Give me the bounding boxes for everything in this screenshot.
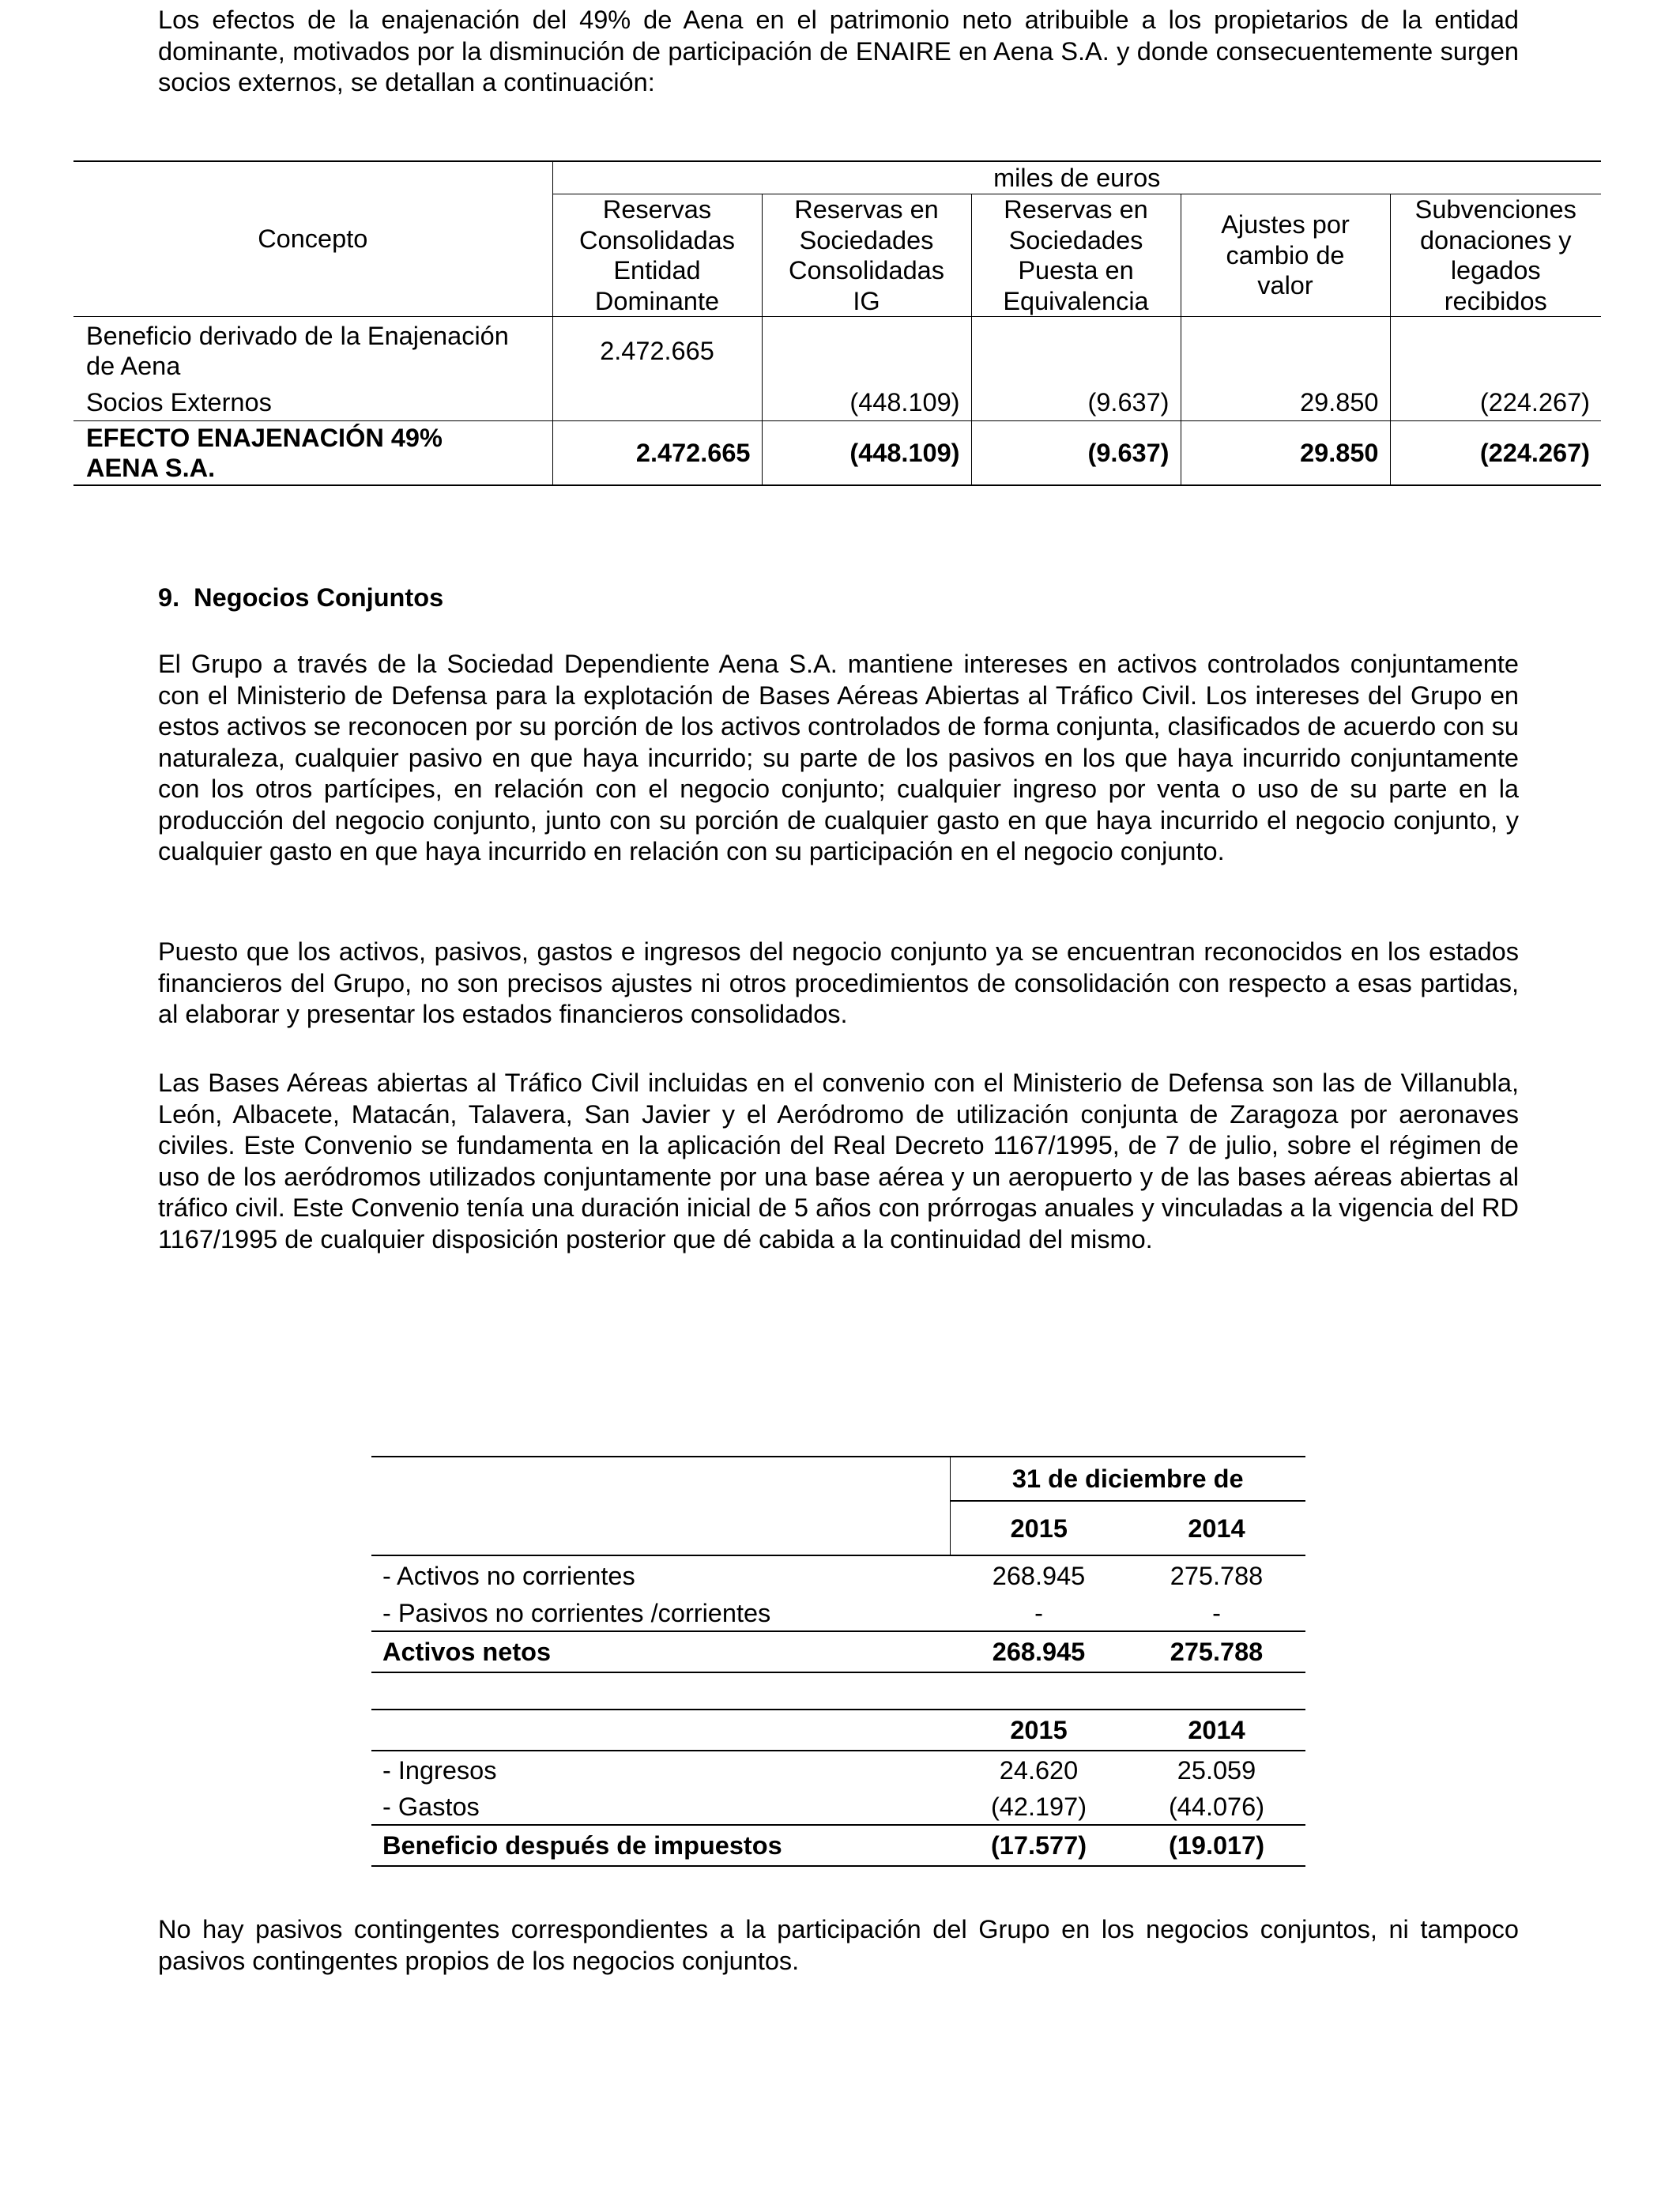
row-label: - Pasivos no corrientes /corrientes xyxy=(382,1599,771,1627)
cell-value: 268.945 xyxy=(992,1562,1086,1590)
section-title: Negocios Conjuntos xyxy=(194,583,444,612)
cell-value: 29.850 xyxy=(1181,421,1390,486)
cell-value: (9.637) xyxy=(971,385,1181,421)
table-row xyxy=(73,385,1601,421)
cell-value xyxy=(552,385,762,421)
cell-value: - xyxy=(1212,1599,1221,1627)
col-header-subvenciones: Subvenciones donaciones y legados recibidos xyxy=(1390,194,1601,317)
cell-value xyxy=(762,317,971,386)
table-total-row xyxy=(73,421,1601,486)
table-row xyxy=(371,1751,1305,1789)
cell-value: (44.076) xyxy=(1168,1793,1265,1821)
cell-value: 2.472.665 xyxy=(552,317,762,386)
cell-value xyxy=(971,317,1181,386)
section-heading xyxy=(158,582,443,613)
cell-value: (19.017) xyxy=(1128,1825,1305,1866)
cell-value: (448.109) xyxy=(762,385,971,421)
cell-value xyxy=(1181,317,1390,386)
cell-value: (224.267) xyxy=(1390,385,1601,421)
table-row xyxy=(73,317,1601,386)
table-row xyxy=(371,1789,1305,1825)
cell-value: 268.945 xyxy=(950,1631,1128,1672)
row-label: - Activos no corrientes xyxy=(382,1562,635,1590)
year-header: 2015 xyxy=(950,1710,1128,1751)
paragraph-bases-aereas: Las Bases Aéreas abiertas al Tráfico Civil incluidas en el convenio con el Ministerio de Defensa son las de Villanubla, León, Albacete, Matacán, Talavera, San Javier y el Aeródromo de utilización conjunta de Zaragoza por aeronaves civiles. Este Convenio se fundamenta en la aplicación del Real Decreto 1167/1995, de 7 de julio, sobre el régimen de uso de los aeródromos utilizados conjuntamente por una base aérea y un aeropuerto y de las bases aéreas abiertas al tráfico civil. Este Convenio tenía una duración inicial de 5 años con prórrogas anuales y vinculadas a la vigencia del RD 1167/1995 de cualquier disposición posterior que dé cabida a la continuidad del mismo. xyxy=(158,1069,1519,1253)
cell-value: (448.109) xyxy=(762,421,971,486)
table-total-row xyxy=(371,1825,1305,1866)
year-header: 2014 xyxy=(1128,1710,1305,1751)
cell-value: (9.637) xyxy=(971,421,1181,486)
year-header: 2015 xyxy=(950,1501,1128,1555)
cell-value: 24.620 xyxy=(999,1756,1079,1785)
col-header-reservas-ig: Reservas en Sociedades Consolidadas IG xyxy=(762,194,971,317)
row-label: EFECTO ENAJENACIÓN 49% AENA S.A. xyxy=(73,421,552,486)
col-header-reservas-consolidadas: Reservas Consolidadas Entidad Dominante xyxy=(552,194,762,317)
cell-value: 275.788 xyxy=(1170,1562,1264,1590)
cell-value: 2.472.665 xyxy=(552,421,762,486)
date-header: 31 de diciembre de xyxy=(950,1457,1305,1501)
cell-value: (42.197) xyxy=(990,1793,1087,1821)
cell-value: (224.267) xyxy=(1390,421,1601,486)
col-header-reservas-equivalencia: Reservas en Sociedades Puesta en Equivalencia xyxy=(971,194,1181,317)
unit-header: miles de euros xyxy=(552,161,1601,194)
col-header-ajustes: Ajustes por cambio de valor xyxy=(1181,194,1390,317)
joint-business-table xyxy=(371,1456,1305,1867)
row-label: - Ingresos xyxy=(382,1756,497,1785)
row-label: - Gastos xyxy=(382,1793,480,1821)
cell-value: 29.850 xyxy=(1181,385,1390,421)
table-row xyxy=(371,1555,1305,1596)
cell-value: - xyxy=(1034,1599,1043,1627)
enajenacion-effects-table xyxy=(73,160,1601,486)
row-label: Socios Externos xyxy=(86,388,272,417)
intro-paragraph: Los efectos de la enajenación del 49% de Aena en el patrimonio neto atribuible a los propietarios de la entidad dominante, motivados por la disminución de participación de ENAIRE en Aena S.A. y donde consecuentemente surgen socios externos, se detallan a continuación: xyxy=(158,6,1519,96)
row-label: Activos netos xyxy=(371,1631,950,1672)
cell-value: 275.788 xyxy=(1128,1631,1305,1672)
paragraph-activos: Puesto que los activos, pasivos, gastos e ingresos del negocio conjunto ya se encuentran reconocidos en los estados financieros del Grupo, no son precisos ajustes ni otros procedimientos de consolidación con respecto a esas partidas, al elaborar y presentar los estados financieros consolidados. xyxy=(158,937,1519,1028)
table-row xyxy=(371,1596,1305,1631)
row-label: Beneficio después de impuestos xyxy=(371,1825,950,1866)
section-number: 9. xyxy=(158,583,180,612)
row-label: Beneficio derivado de la Enajenación de Aena xyxy=(73,317,552,386)
table-total-row xyxy=(371,1631,1305,1672)
cell-value: (17.577) xyxy=(950,1825,1128,1866)
cell-value xyxy=(1390,317,1601,386)
year-header: 2014 xyxy=(1128,1501,1305,1555)
paragraph-negocios: El Grupo a través de la Sociedad Dependiente Aena S.A. mantiene intereses en activos controlados conjuntamente con el Ministerio de Defensa para la explotación de Bases Aéreas Abiertas al Tráfico Civil. Los intereses del Grupo en estos activos se reconocen por su porción de los activos controlados de forma conjunta, clasificados de acuerdo con su naturaleza, cualquier pasivo en que haya incurrido; su parte de los pasivos en los que haya incurrido conjuntamente con los otros partícipes, en relación con el negocio conjunto; cualquier ingreso por venta o uso de su parte en la producción del negocio conjunto, junto con su porción de cualquier gasto en que haya incurrido el negocio conjunto, y cualquier gasto en que haya incurrido en relación con su participación en el negocio conjunto. xyxy=(158,650,1519,865)
closing-paragraph: No hay pasivos contingentes correspondientes a la participación del Grupo en los negocios conjuntos, ni tampoco pasivos contingentes propios de los negocios conjuntos. xyxy=(158,1915,1519,1975)
concept-header: Concepto xyxy=(73,161,552,317)
cell-value: 25.059 xyxy=(1177,1756,1256,1785)
